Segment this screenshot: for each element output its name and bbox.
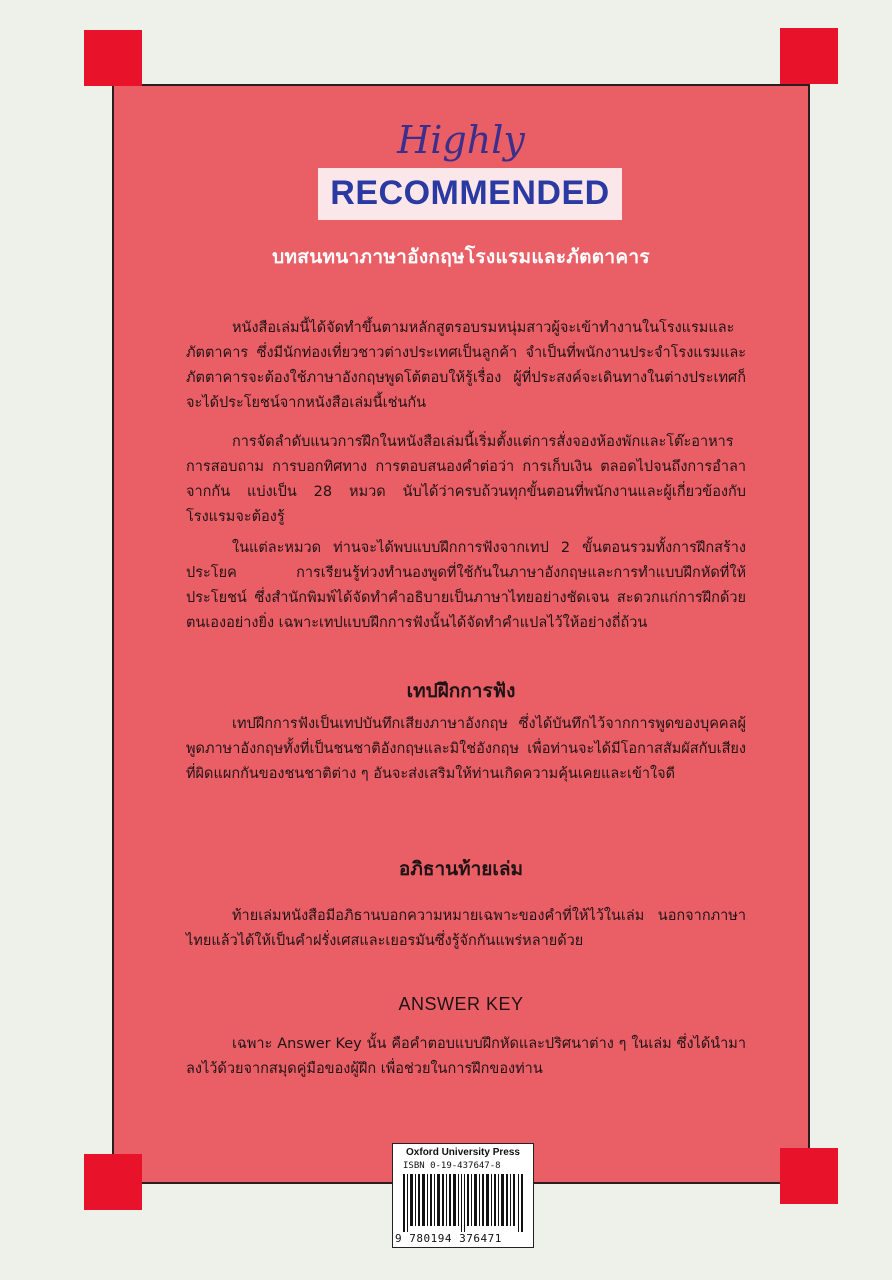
logo-highly-text: Highly [397,118,525,162]
logo-recommended-text: RECOMMENDED [330,174,610,212]
corner-square-bottom-right [780,1148,838,1204]
corner-square-bottom-left [84,1154,142,1210]
section-text-answer-key: เฉพาะ Answer Key นั้น คือคำตอบแบบฝึกหัดและปริศนาต่าง ๆ ในเล่ม ซึ่งได้นำมาลงไว้ด้วยจากสมุดคู่มือของผู้ฝึก เพื่อช่วยในการฝึกของท่าน [186,1036,746,1077]
section-heading-glossary: อภิธานท้ายเล่ม [398,858,524,880]
isbn-text: ISBN 0-19-437647-8 [403,1161,501,1171]
barcode-label [392,1143,534,1248]
section-heading-answer-key: ANSWER KEY [398,994,524,1014]
logo-recommended-band [318,168,622,220]
book-title: บทสนทนาภาษาอังกฤษโรงแรมและภัตตาคาร [272,246,650,268]
barcode-number: 9 780194 376471 [395,1232,502,1245]
intro-paragraph-1: หนังสือเล่มนี้ได้จัดทำขึ้นตามหลักสูตรอบรมหนุ่มสาวผู้จะเข้าทำงานในโรงแรมและภัตตาคาร ซึ่งมีนักท่องเที่ยวชาวต่างประเทศเป็นลูกค้า จำเป็นที่พนักงานประจำโรงแรมและภัตตาคารจะต้องใช้ภาษาอังกฤษพูดโต้ตอบให้รู้เรื่อง ผู้ที่ประสงค์จะเดินทางในต่างประเทศก็จะได้ประโยชน์จากหนังสือเล่มนี้เช่นกัน [186,320,746,411]
section-heading-listening-tape: เทปฝึกการฟัง [406,680,516,702]
corner-square-top-right [780,28,838,84]
intro-paragraph-2: การจัดลำดับแนวการฝึกในหนังสือเล่มนี้เริ่มตั้งแต่การสั่งจองห้องพักและโต๊ะอาหาร การสอบถาม การบอกทิศทาง การตอบสนองคำต่อว่า การเก็บเงิน ตลอดไปจนถึงการอำลาจากกัน แบ่งเป็น 28 หมวด นับได้ว่าครบถ้วนทุกขั้นตอนที่พนักงานและผู้เกี่ยวข้องกับโรงแรมจะต้องรู้ [186,434,746,525]
corner-square-top-left [84,30,142,86]
section-text-glossary: ท้ายเล่มหนังสือมีอภิธานบอกความหมายเฉพาะของคำที่ให้ไว้ในเล่ม นอกจากภาษาไทยแล้วได้ให้เป็นคำฝรั่งเศสและเยอรมันซึ่งรู้จักกันแพร่หลายด้วย [186,908,746,949]
intro-paragraph-3: ในแต่ละหมวด ท่านจะได้พบแบบฝึกการฟังจากเทป 2 ขั้นตอนรวมทั้งการฝึกสร้างประโยค การเรียนรู้ท่วงทำนองพูดที่ใช้กันในภาษาอังกฤษและการทำแบบฝึกหัดที่ให้ประโยชน์ ซึ่งสำนักพิมพ์ได้จัดทำคำอธิบายเป็นภาษาไทยอย่างชัดเจน สะดวกแก่การฝึกด้วยตนเองอย่างยิ่ง เฉพาะเทปแบบฝึกการฟังนั้นได้จัดทำคำแปลไว้ให้อย่างถี่ถ้วน [186,540,746,631]
publisher-name: Oxford University Press [406,1147,520,1158]
barcode-icon [403,1174,525,1232]
section-text-listening-tape: เทปฝึกการฟังเป็นเทปบันทึกเสียงภาษาอังกฤษ ซึ่งได้บันทึกไว้จากการพูดของบุคคลผู้พูดภาษาอังกฤษทั้งที่เป็นชนชาติอังกฤษและมิใช่อังกฤษ เพื่อท่านจะได้มีโอกาสสัมผัสกับเสียงที่ผิดแผกกันของชนชาติต่าง ๆ อันจะส่งเสริมให้ท่านเกิดความคุ้นเคยและเข้าใจดี [186,716,746,782]
